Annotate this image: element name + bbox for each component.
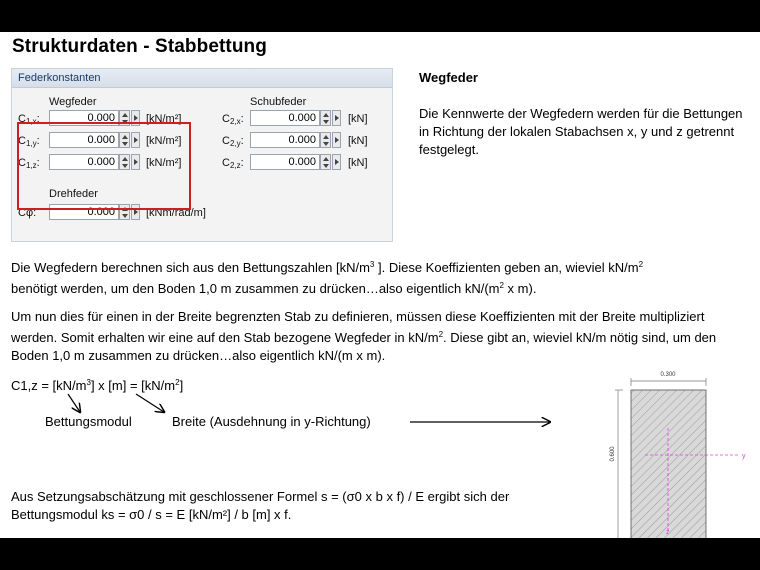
c1y-label: $C_{1,y}$:: [18, 135, 40, 148]
c1x-field[interactable]: 0.000: [49, 110, 119, 126]
formula-c1z: $C1,z = [kN/m^3]$ x $[m] = [kN/m^2]$: [11, 378, 184, 393]
arrow-to-breite: [136, 394, 164, 412]
cross-section-figure: [605, 368, 750, 538]
cphi-unit: [kNm/rad/m]: [146, 207, 206, 219]
c2z-unit: [kN]: [348, 157, 368, 169]
paragraph-breite: Um nun dies für einen in der Breite begrenzten Stab zu definieren, müssen diese Koeffizienten mit der Breite multipliziert werden. Somit erhalten wir eine auf den Stab bezogene Wegfeder in $kN/m^2$. Diese gibt an, wieviel kN/m nötig sind, um den Boden 1,0 m zusammen zu drücken…also eigentlich kN/(m x m).: [11, 309, 717, 363]
c1y-field[interactable]: 0.000: [49, 132, 119, 148]
label-breite: Breite (Ausdehnung in y-Richtung): [172, 414, 371, 429]
c2y-field[interactable]: 0.000: [250, 132, 320, 148]
height-dimension-label: 0.600: [610, 446, 616, 462]
c1y-unit: [kN/m²]: [146, 135, 182, 147]
paragraph-bettungszahlen: Die Wegfedern berechnen sich aus den Bettungszahlen [$kN/m^3$ ]. Diese Koeffizienten geben an, wieviel $kN/m^2$ benötigt werden, um den Boden 1,0 m zusammen zu drücken…also eigentlich $kN/(m^2$ x m).: [11, 260, 644, 296]
drehfeder-group-title: Drehfeder: [49, 188, 98, 200]
c2z-label: $C_{2,z}$:: [222, 157, 244, 170]
c1z-unit: [kN/m²]: [146, 157, 182, 169]
page-title: Strukturdaten - Stabbettung: [12, 36, 267, 57]
cphi-field[interactable]: 0.000: [49, 204, 119, 220]
width-dimension-label: 0.300: [660, 372, 676, 378]
c2x-label: $C_{2,x}$:: [222, 113, 244, 126]
cphi-label: Cφ:: [18, 207, 37, 219]
c2y-label: $C_{2,y}$:: [222, 135, 244, 148]
c1x-label: $C_{1,x}$:: [18, 113, 40, 126]
z-axis-label: z: [666, 529, 670, 536]
arrow-to-bettungsmodul: [68, 394, 80, 412]
c1x-unit: [kN/m²]: [146, 113, 182, 125]
section-rectangle: [631, 390, 706, 538]
c1z-field[interactable]: 0.000: [49, 154, 119, 170]
slide: [0, 32, 760, 538]
formula-arrows: [0, 32, 600, 452]
c2x-field[interactable]: 0.000: [250, 110, 320, 126]
paragraph-setzung: Aus Setzungsabschätzung mit geschlossener Formel s = (σ0 x b x f) / E ergibt sich der Bettungsmodul ks = σ0 / s = E [kN/m²] / b [m] x f.: [11, 489, 510, 522]
wegfeder-description: Die Kennwerte der Wegfedern werden für die Bettungen in Richtung der lokalen Stabachsen x, y und z getrennt festgelegt.: [419, 106, 743, 157]
c2x-unit: [kN]: [348, 113, 368, 125]
schubfeder-group-title: Schubfeder: [250, 96, 307, 108]
y-axis-label: y: [742, 453, 746, 460]
wegfeder-group-title: Wegfeder: [49, 96, 97, 108]
label-bettungsmodul: Bettungsmodul: [45, 414, 132, 429]
c2z-field[interactable]: 0.000: [250, 154, 320, 170]
wegfeder-heading: Wegfeder: [419, 70, 478, 85]
tab-label: Federkonstanten: [18, 72, 101, 84]
c1z-label: $C_{1,z}$:: [18, 157, 40, 170]
c2y-unit: [kN]: [348, 135, 368, 147]
